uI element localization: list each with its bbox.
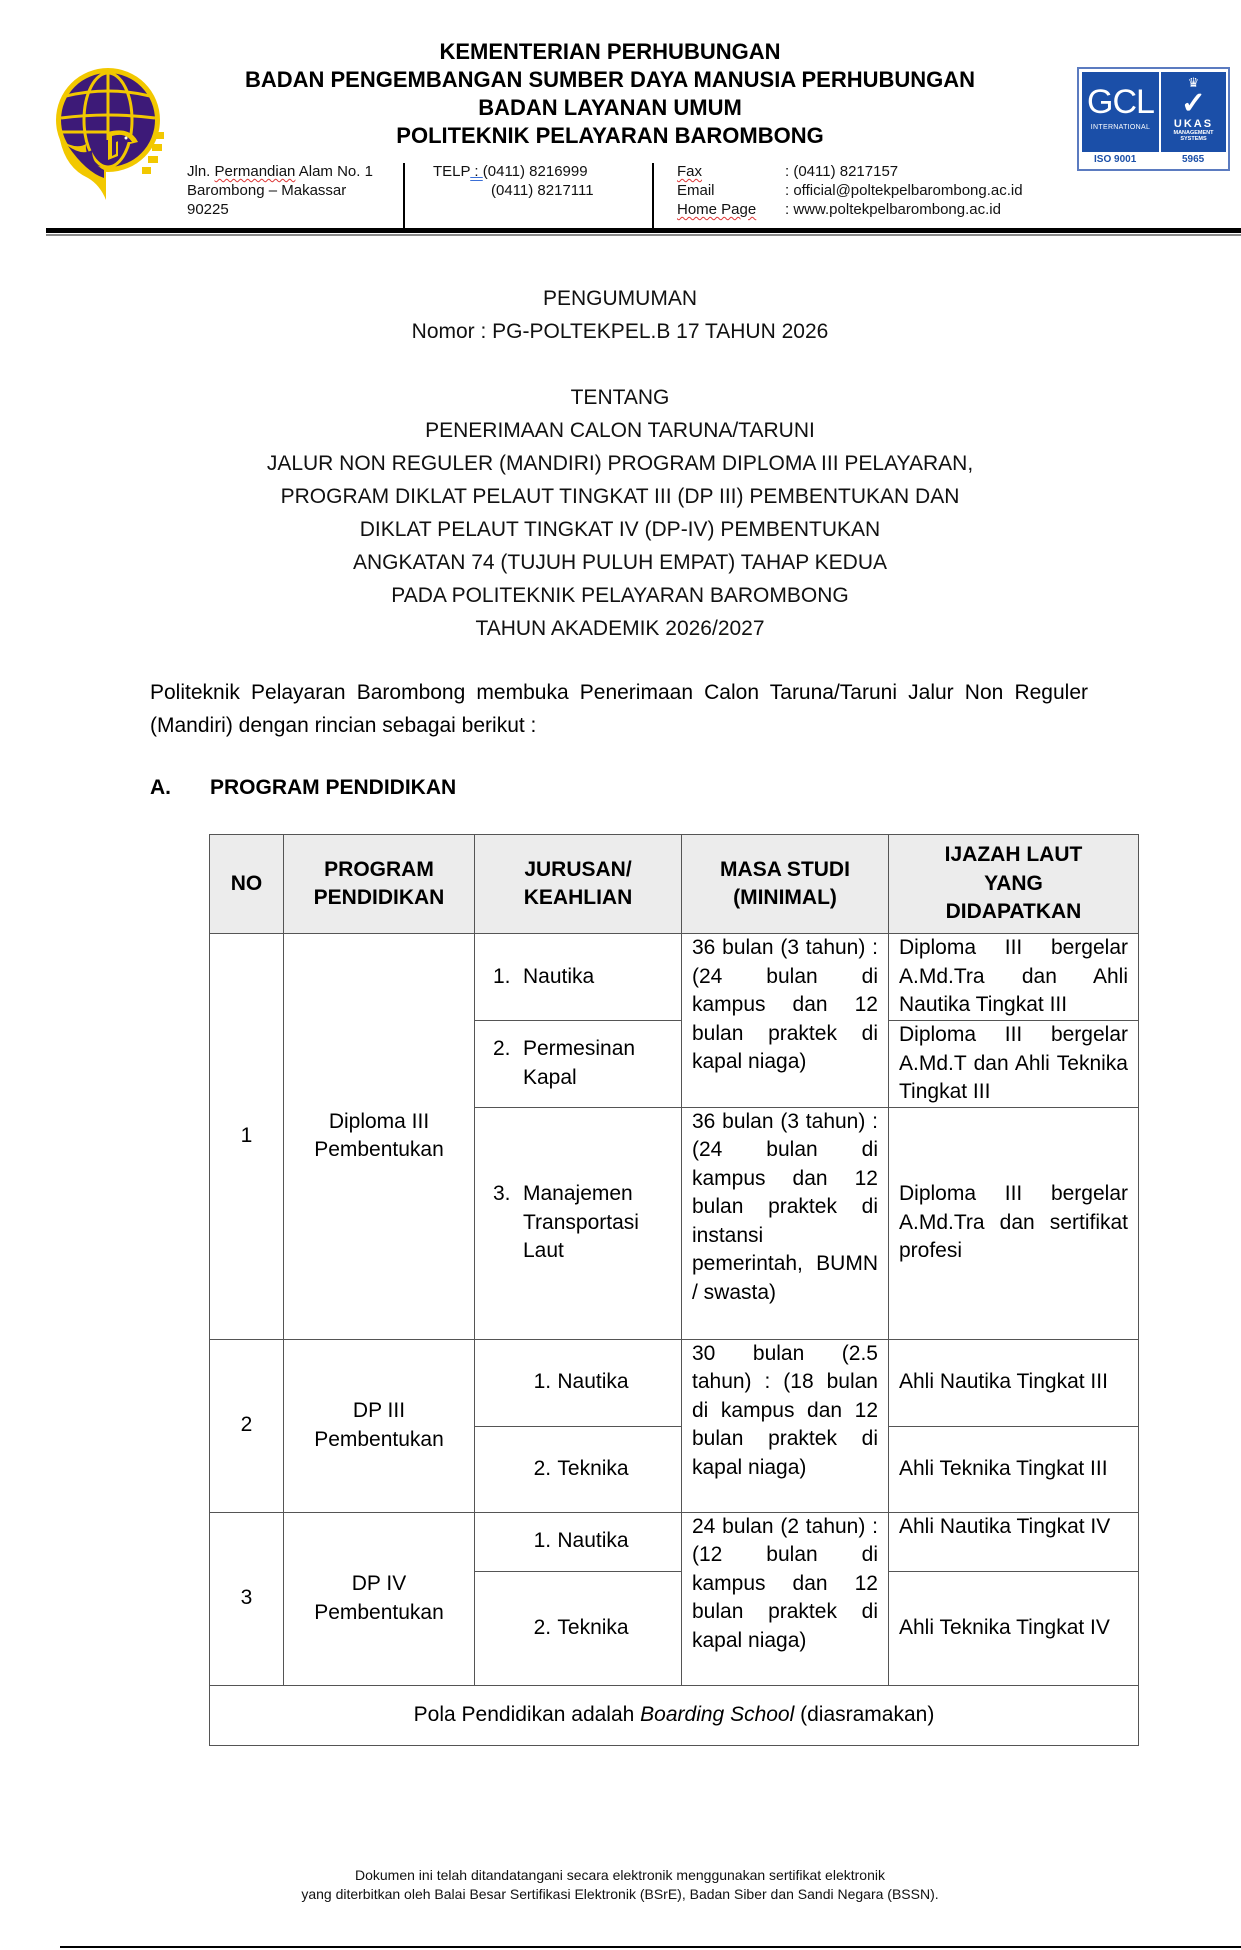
- row-jurusan: 3. Manajemen Transportasi Laut: [475, 1107, 682, 1339]
- row-ijazah: Ahli Nautika Tingkat III: [889, 1339, 1139, 1426]
- program-table: [209, 834, 1138, 1746]
- header-ijazah: IJAZAH LAUT YANG DIDAPATKAN: [889, 835, 1139, 934]
- address-line-3: 90225: [187, 201, 229, 218]
- agency-name: BADAN PENGEMBANGAN SUMBER DAYA MANUSIA PERHUBUNGAN: [244, 67, 976, 92]
- announcement-subject: TENTANG PENERIMAAN CALON TARUNA/TARUNI JALUR NON REGULER (MANDIRI) PROGRAM DIPLOMA III PELAYARAN, PROGRAM DIKLAT PELAUT TINGKAT III (DP III) PEMBENTUKAN DAN DIKLAT PELAUT TINGKAT IV (DP-IV) PEMBENTUKAN ANGKATAN 74 (TUJUH PULUH EMPAT) TAHAP KEDUA PADA POLITEKNIK PELAYARAN BAROMBONG TAHUN AKADEMIK 2026/2027: [266, 386, 974, 640]
- row-jurusan: 2. Teknika: [475, 1426, 682, 1512]
- table-row: [210, 1339, 1139, 1426]
- telp-label: TELP: [433, 163, 471, 180]
- row-ijazah: Diploma III bergelar A.Md.T dan Ahli Teknika Tingkat III: [889, 1021, 1139, 1108]
- address-line-2: Barombong – Makassar: [187, 182, 347, 199]
- announcement-number: Nomor : PG-POLTEKPEL.B 17 TAHUN 2026: [411, 320, 829, 343]
- ukas-logo-icon: ♛ ✓ UKAS MANAGEMENT SYSTEMS: [1161, 72, 1226, 152]
- iso-footer: ISO 9001 5965: [1094, 154, 1205, 165]
- telp-2: (0411) 8217111: [491, 182, 594, 199]
- row-jurusan: 2. Permesinan Kapal: [475, 1021, 682, 1108]
- row-masa-studi: 24 bulan (2 tahun) : (12 bulan di kampus dan 12 bulan praktek di kapal niaga): [682, 1512, 889, 1685]
- address-block: [187, 162, 373, 219]
- contact-block: [677, 162, 1023, 219]
- announcement-heading: PENGUMUMAN: [542, 287, 697, 310]
- header-no: NO: [210, 835, 284, 934]
- footer-rule: [60, 1946, 1241, 1948]
- electronic-signature-note: Dokumen ini telah ditandatangani secara elektronik menggunakan sertifikat elektronik yang diterbitkan oleh Balai Besar Sertifikasi Elektronik (BSrE), Badan Siber dan Sandi Negara (BSSN).: [301, 1867, 939, 1902]
- row-masa-studi: 36 bulan (3 tahun) : (24 bulan di kampus dan 12 bulan praktek di instansi pemerintah, BUMN / swasta): [682, 1107, 889, 1339]
- row-jurusan: 1. Nautika: [475, 1339, 682, 1426]
- table-row: [210, 934, 1139, 1021]
- header-program: PROGRAM PENDIDIKAN: [284, 835, 475, 934]
- row-ijazah: Ahli Teknika Tingkat III: [889, 1426, 1139, 1512]
- header-masa-studi: MASA STUDI (MINIMAL): [682, 835, 889, 934]
- row-ijazah: Diploma III bergelar A.Md.Tra dan Ahli Nautika Tingkat III: [889, 934, 1139, 1021]
- header-jurusan: JURUSAN/ KEAHLIAN: [475, 835, 682, 934]
- row-masa-studi: 36 bulan (3 tahun) : (24 bulan di kampus dan 12 bulan praktek di kapal niaga): [682, 934, 889, 1108]
- row-no: 1: [210, 934, 284, 1340]
- ministry-name: KEMENTERIAN PERHUBUNGAN: [439, 39, 781, 64]
- homepage-row: Home Page : www.poltekpelbarombong.ac.id: [677, 201, 1001, 218]
- table-header-row: [210, 835, 1139, 934]
- row-program: Diploma III Pembentukan: [284, 934, 475, 1340]
- row-ijazah: Ahli Teknika Tingkat IV: [889, 1571, 1139, 1685]
- institution-name: POLITEKNIK PELAYARAN BAROMBONG: [396, 123, 824, 148]
- row-masa-studi: 30 bulan (2.5 tahun) : (18 bulan di kampus dan 12 bulan praktek di kapal niaga): [682, 1339, 889, 1512]
- email-row: Email : official@poltekpelbarombong.ac.id: [677, 182, 1023, 199]
- row-program: DP IV Pembentukan: [284, 1512, 475, 1685]
- table-footer-row: [210, 1685, 1139, 1745]
- letterhead-rule-thin: [46, 234, 1241, 236]
- row-jurusan: 1. Nautika: [475, 1512, 682, 1571]
- telephone-block: TELP : (0411) 8216999 (0411) 8217111: [433, 163, 594, 199]
- row-no: 3: [210, 1512, 284, 1685]
- education-pattern-note: Pola Pendidikan adalah Boarding School (diasramakan): [210, 1685, 1139, 1745]
- row-ijazah: Ahli Nautika Tingkat IV: [889, 1512, 1139, 1571]
- announcement-header: [120, 282, 1120, 348]
- row-program: DP III Pembentukan: [284, 1339, 475, 1512]
- crown-icon: ♛: [1187, 75, 1200, 90]
- ministry-logo-icon: [46, 60, 176, 205]
- section-heading: A. PROGRAM PENDIDIKAN: [150, 776, 457, 799]
- iso-certification-badge: [1077, 67, 1230, 171]
- divider: [403, 163, 405, 229]
- checkmark-icon: ✓: [1180, 87, 1207, 120]
- row-jurusan: 1. Nautika: [475, 934, 682, 1021]
- email-link[interactable]: : official@poltekpelbarombong.ac.id: [785, 182, 1023, 199]
- row-no: 2: [210, 1339, 284, 1512]
- letterhead-rule: [46, 228, 1241, 233]
- address-line-1: Jln. Permandian Alam No. 1: [187, 163, 373, 180]
- unit-type: BADAN LAYANAN UMUM: [478, 95, 742, 120]
- divider: [652, 163, 654, 229]
- row-ijazah: Diploma III bergelar A.Md.Tra dan sertifikat profesi: [889, 1107, 1139, 1339]
- intro-paragraph: Politeknik Pelayaran Barombong membuka Penerimaan Calon Taruna/Taruni Jalur Non Reguler (Mandiri) dengan rincian sebagai berikut :: [150, 681, 1088, 737]
- telp-1: (0411) 8216999: [482, 163, 588, 180]
- table-row: [210, 1512, 1139, 1571]
- fax-row: Fax : (0411) 8217157: [677, 163, 899, 180]
- letterhead-title: [160, 38, 1060, 150]
- row-jurusan: 2. Teknika: [475, 1571, 682, 1685]
- gcl-logo-icon: GCL INTERNATIONAL: [1082, 72, 1159, 152]
- homepage-link[interactable]: : www.poltekpelbarombong.ac.id: [785, 201, 1001, 218]
